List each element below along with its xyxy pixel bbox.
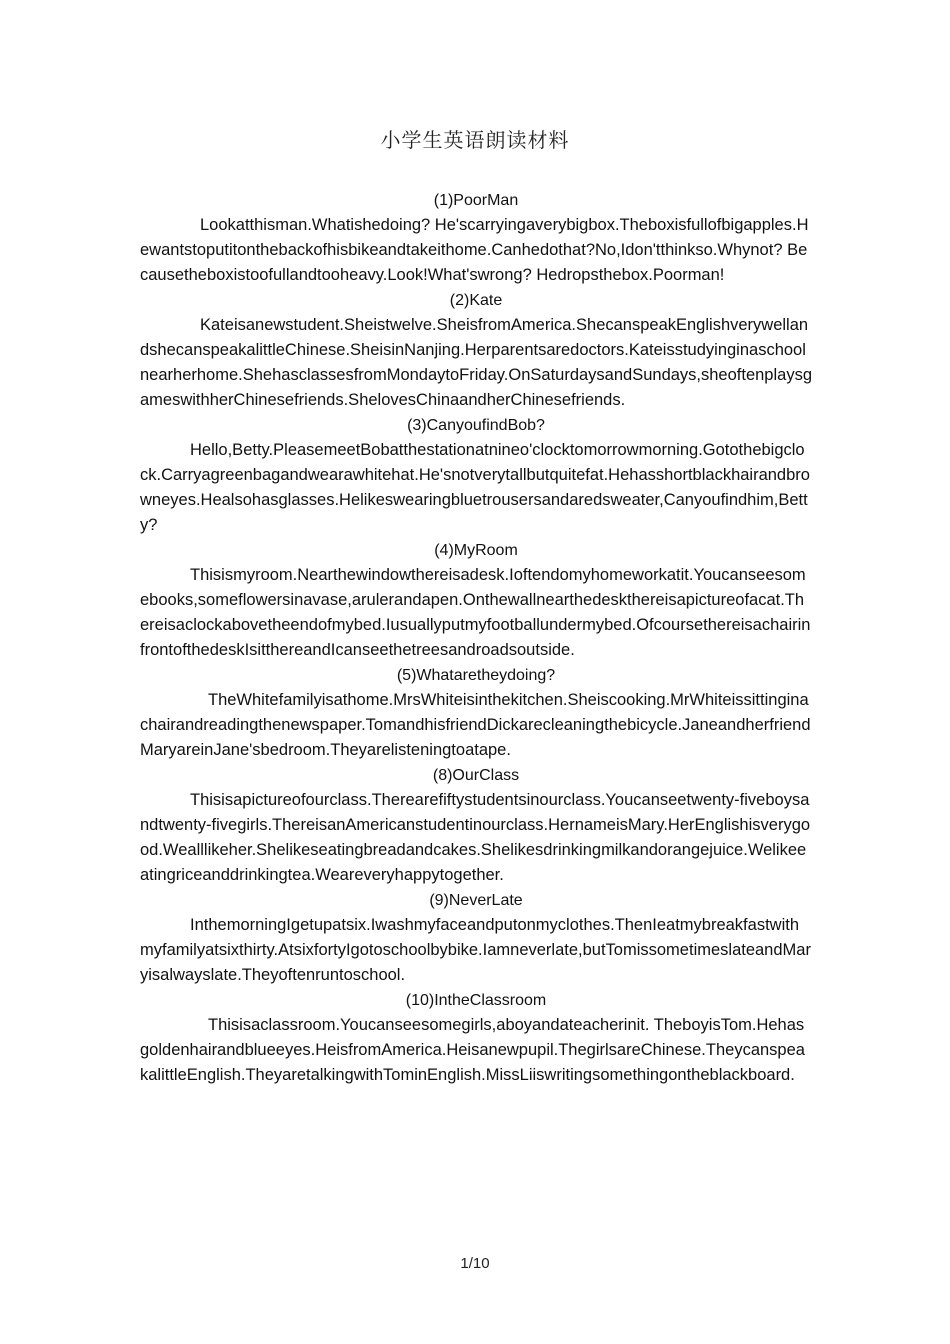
document-body <box>140 188 812 1088</box>
section-title: (2)Kate <box>449 292 503 309</box>
page-title: 小学生英语朗读材料 <box>380 128 570 152</box>
section-title: (1)PoorMan <box>433 192 519 209</box>
section-paragraph: InthemorningIgetupatsix.Iwashmyfaceandputonmyclothes.ThenIeatmybreakfastwithmyfamilyatsixthirty.AtsixfortyIgotoschoolbybike.Iamneverlate,butTomissometimeslateandMaryisalwayslate.Theyoftenruntoschool. <box>140 916 811 984</box>
section-paragraph: Thisisapictureofourclass.Therearefiftystudentsinourclass.Youcanseetwenty-fiveboysandtwenty-fivegirls.ThereisanAmericanstudentinourclass.HernameisMary.HerEnglishisverygood.Wealllikeher.Shelikeseatingbreadandcakes.Shelikesdrinkingmilkandorangejuice.Welikeeatingriceanddrinkingtea.Weareveryhappytogether. <box>140 791 811 884</box>
section-paragraph: Hello,Betty.PleasemeetBobatthestationatnineo'clocktomorrowmorning.Gotothebigclock.Carryagreenbagandwearawhitehat.He'snotverytallbutquitefat.Hehasshortblackhairandbrowneyes.Healsohasglasses.Helikeswearingbluetrousersandaredsweater,Canyoufindhim,Betty? <box>140 441 810 534</box>
section-title: (10)IntheClassroom <box>405 992 547 1009</box>
section-title: (5)Whataretheydoing? <box>396 667 556 684</box>
section-paragraph: Lookatthisman.Whatishedoing? He'scarryingaverybigbox.Theboxisfullofbigapples.Hewantstoputitonthebackofhisbikeandtakeithome.Canhedothat?No,Idon'tthinkso.Whynot? Becausetheboxistoofullandtooheavy.Look!What'swrong? Hedropsthebox.Poorman! <box>140 216 809 284</box>
section-title: (4)MyRoom <box>434 542 518 559</box>
section-paragraph: Thisismyroom.Nearthewindowthereisadesk.Ioftendomyhomeworkatit.Youcanseesomebooks,someflowersinavase,arulerandapen.Onthewallnearthedeskthereisapictureofacat.Thereisaclockabovetheendofmybed.Iusuallyputmyfootballundermybed.OfcoursethereisachairinfrontofthedeskIsitthereandIcanseethetreesandroadsoutside. <box>140 566 811 659</box>
page-number: 1/10 <box>460 1255 490 1272</box>
section-title: (9)NeverLate <box>429 892 523 909</box>
section-paragraph: Thisisaclassroom.Youcanseesomegirls,aboyandateacherinit. TheboyisTom.Hehasgoldenhairandblueeyes.HeisfromAmerica.Heisanewpupil.ThegirlsareChinese.TheycanspeakalittleEnglish.TheyaretalkingwithTominEnglish.MissLiiswritingsomethingontheblackboard. <box>140 1016 805 1084</box>
section-title: (3)CanyoufindBob? <box>407 417 545 434</box>
section-paragraph: TheWhitefamilyisathome.MrsWhiteisinthekitchen.Sheiscooking.MrWhiteissittinginachairandreadingthenewspaper.TomandhisfriendDickarecleaningthebicycle.JaneandherfriendMaryareinJane'sbedroom.Theyarelisteningtoatape. <box>140 691 811 759</box>
section-paragraph: Kateisanewstudent.Sheistwelve.SheisfromAmerica.ShecanspeakEnglishverywellandshecanspeakalittleChinese.SheisinNanjing.Herparentsaredoctors.Kateisstudyinginaschoolnearherhome.ShehasclassesfromMondaytoFriday.OnSaturdaysandSundays,sheoftenplaysgameswithherChinesefriends.ShelovesChinaandherChinesefriends. <box>140 316 812 409</box>
section-title: (8)OurClass <box>432 767 520 784</box>
